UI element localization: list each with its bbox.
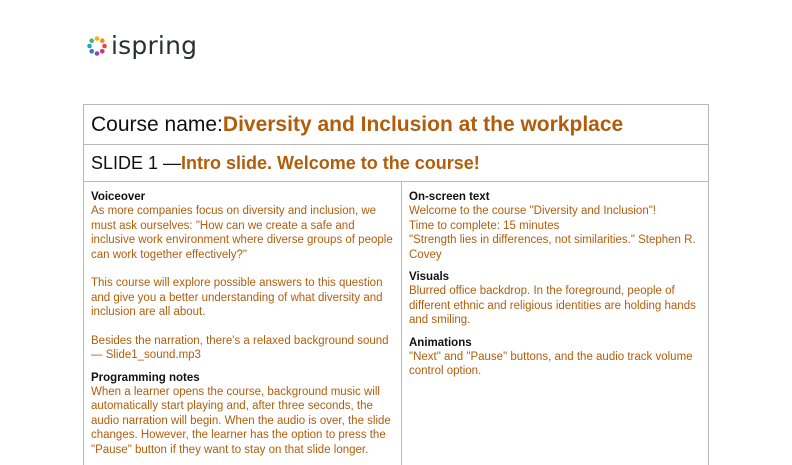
course-name-row	[84, 105, 708, 145]
animations-paragraph: "Next" and "Pause" buttons, and the audio track volume control option.	[409, 350, 693, 377]
slide-label: SLIDE 1 —	[91, 152, 182, 173]
voiceover-heading: Voiceover	[91, 191, 146, 203]
visuals-heading: Visuals	[409, 271, 450, 283]
slide-title-row	[84, 145, 708, 182]
onscreen-text-line-1: Welcome to the course "Diversity and Inclusion"!	[409, 205, 657, 217]
voiceover-paragraph-3: Besides the narration, there's a relaxed background sound — Slide1_sound.mp3	[91, 334, 389, 361]
ispring-logo-icon	[86, 35, 108, 57]
left-column	[84, 182, 402, 465]
onscreen-text-line-2: Time to complete: 15 minutes	[409, 219, 560, 232]
programming-notes-heading: Programming notes	[91, 371, 200, 384]
ispring-logo	[86, 33, 197, 59]
right-column	[402, 182, 707, 465]
onscreen-text-line-3: "Strength lies in differences, not similarities." Stephen R. Covey	[409, 234, 696, 261]
onscreen-text-heading: On-screen text	[409, 191, 490, 203]
logo-text: ispring	[111, 31, 198, 60]
programming-notes-paragraph: When a learner opens the course, background music will automatically start playing and, after three seconds, the audio narration will begin. When the audio is over, the slide changes. However, the learner has the option to press the "Pause" button if they want to stay on that slide longer.	[91, 385, 391, 456]
course-name-value: Diversity and Inclusion at the workplace	[222, 112, 624, 136]
slide-content-columns	[84, 182, 708, 465]
storyboard-table	[83, 104, 709, 465]
visuals-paragraph: Blurred office backdrop. In the foreground, people of different ethnic and religious identities are holding hands and smiling.	[409, 285, 696, 326]
course-name-label: Course name:	[91, 112, 223, 136]
slide-title: Intro slide. Welcome to the course!	[181, 152, 480, 173]
animations-heading: Animations	[409, 336, 472, 349]
voiceover-paragraph-1: As more companies focus on diversity and inclusion, we must ask ourselves: "How can we create a safe and inclusive work environment where diverse groups of people can work together effectively?"	[91, 205, 393, 261]
voiceover-paragraph-2: This course will explore possible answers to this question and give you a better understanding of what diversity and inclusion are all about.	[91, 277, 383, 318]
